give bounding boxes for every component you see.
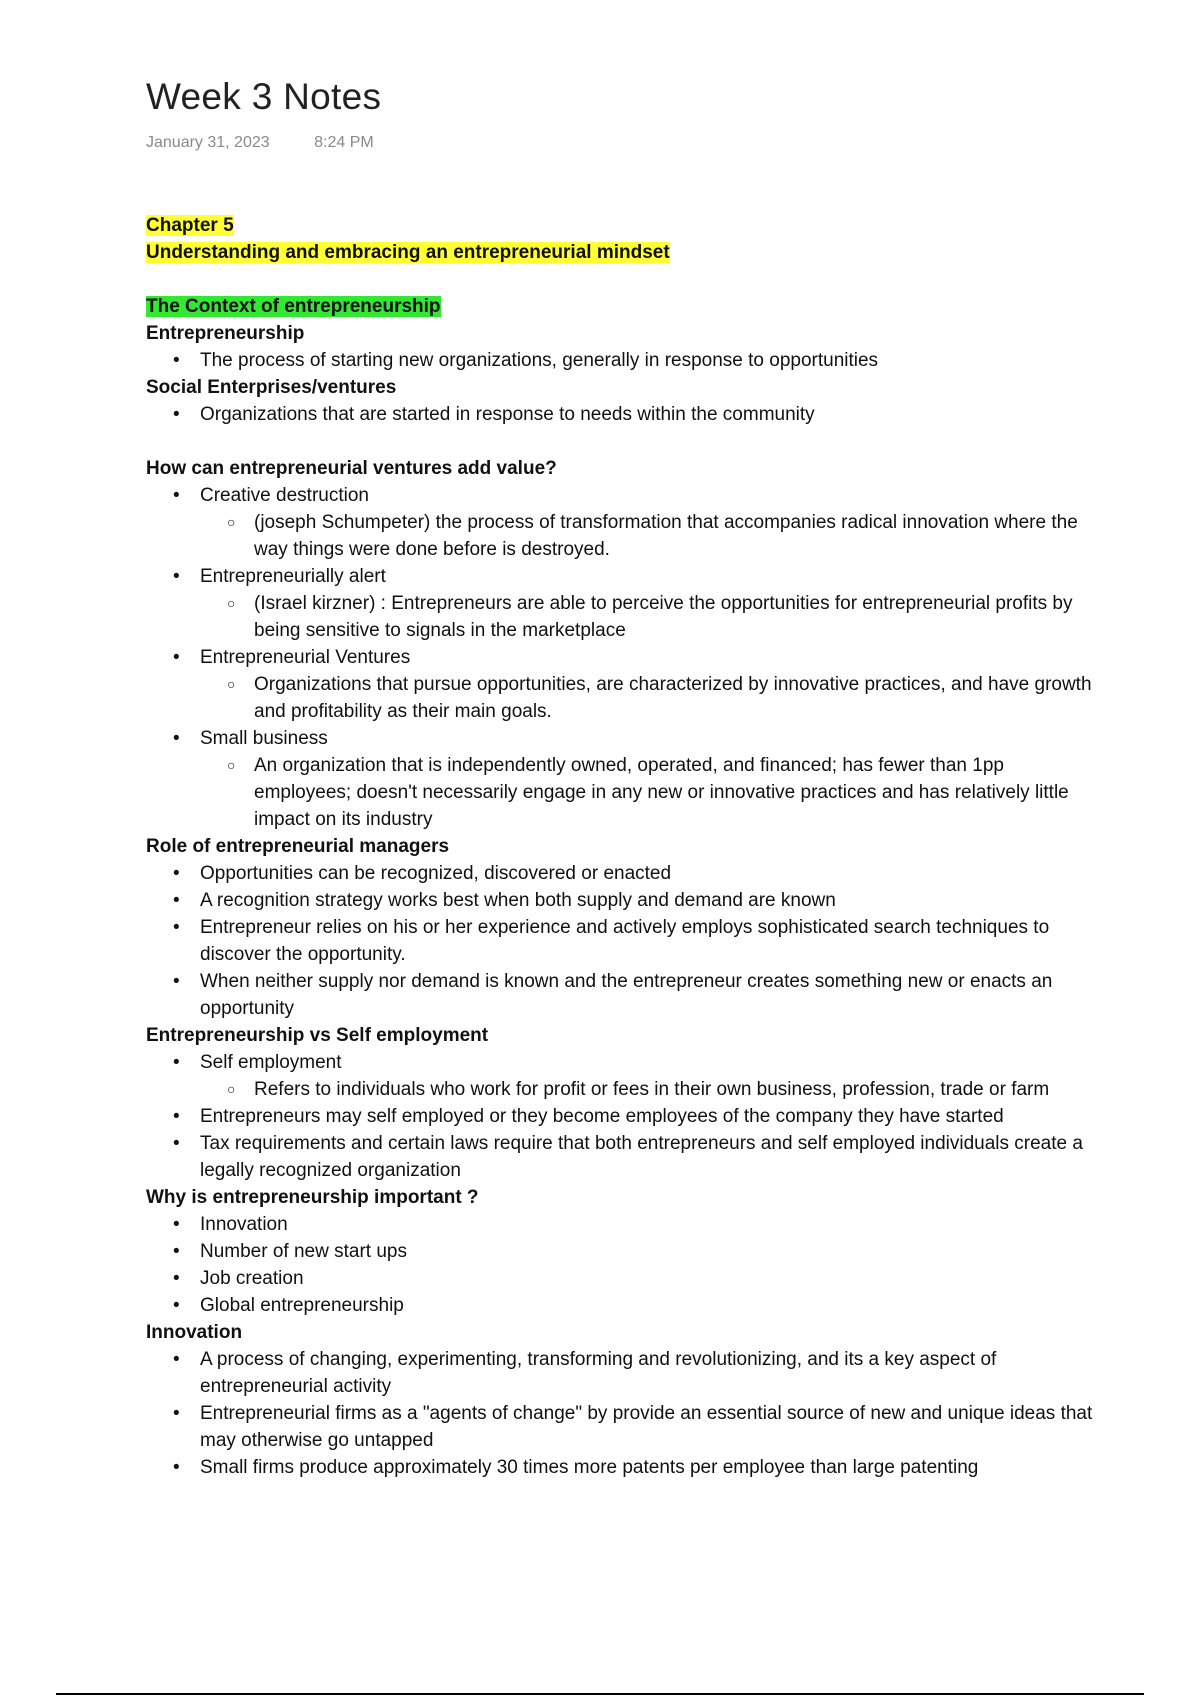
bullet-icon: • <box>173 971 180 992</box>
bullet-icon: • <box>173 1214 180 1235</box>
chapter-label: Chapter 5 <box>146 215 234 236</box>
circle-bullet-icon: ○ <box>227 757 236 773</box>
sub-bullet-list <box>200 1076 1096 1103</box>
sub-list-item: ○ Refers to individuals who work for profit or fees in their own business, profession, trade or farm <box>200 1076 1096 1103</box>
block-heading-social-enterprises: Social Enterprises/ventures <box>146 377 397 398</box>
note-page <box>146 72 1096 1481</box>
bullet-list <box>146 482 1096 833</box>
bullet-icon: • <box>173 1106 180 1127</box>
sub-list-item: ○ Organizations that pursue opportunities, are characterized by innovative practices, and have growth and profitability as their main goals. <box>200 671 1096 725</box>
bullet-icon: • <box>173 1349 180 1370</box>
sub-list-item: ○ (joseph Schumpeter) the process of transformation that accompanies radical innovation where the way things were done before is destroyed. <box>200 509 1096 563</box>
sub-bullet-list <box>200 752 1096 833</box>
block-heading-add-value: How can entrepreneurial ventures add value? <box>146 458 557 479</box>
circle-bullet-icon: ○ <box>227 1081 236 1097</box>
list-item: • Creative destruction ○ (joseph Schumpeter) the process of transformation that accompanies radical innovation where the way things were done before is destroyed. <box>146 482 1096 563</box>
list-item: • The process of starting new organizations, generally in response to opportunities <box>146 347 1096 374</box>
list-item: • Tax requirements and certain laws require that both entrepreneurs and self employed individuals create a legally recognized organization <box>146 1130 1096 1184</box>
list-item: • Entrepreneurial firms as a "agents of change" by provide an essential source of new and unique ideas that may otherwise go untapped <box>146 1400 1096 1454</box>
list-item: • Small firms produce approximately 30 times more patents per employee than large patenting <box>146 1454 1096 1481</box>
bullet-icon: • <box>173 863 180 884</box>
list-item: • Organizations that are started in response to needs within the community <box>146 401 1096 428</box>
list-item: • Number of new start ups <box>146 1238 1096 1265</box>
bullet-icon: • <box>173 890 180 911</box>
block-heading-innovation: Innovation <box>146 1322 243 1343</box>
bullet-icon: • <box>173 1268 180 1289</box>
block-heading-why-important: Why is entrepreneurship important ? <box>146 1187 479 1208</box>
bullet-list <box>146 401 1096 428</box>
sub-bullet-list <box>200 671 1096 725</box>
bullet-list <box>146 1346 1096 1481</box>
bullet-icon: • <box>173 647 180 668</box>
circle-bullet-icon: ○ <box>227 676 236 692</box>
bullet-icon: • <box>173 350 180 371</box>
list-item: • Job creation <box>146 1265 1096 1292</box>
bullet-icon: • <box>173 1052 180 1073</box>
bullet-icon: • <box>173 728 180 749</box>
block-heading-role-managers: Role of entrepreneurial managers <box>146 836 450 857</box>
list-item: • Self employment ○ Refers to individuals who work for profit or fees in their own business, profession, trade or farm <box>146 1049 1096 1103</box>
bullet-list <box>146 1211 1096 1319</box>
bullet-icon: • <box>173 1403 180 1424</box>
list-item: • Entrepreneur relies on his or her experience and actively employs sophisticated search techniques to discover the opportunity. <box>146 914 1096 968</box>
list-item: • A recognition strategy works best when both supply and demand are known <box>146 887 1096 914</box>
bullet-icon: • <box>173 917 180 938</box>
bullet-icon: • <box>173 1241 180 1262</box>
bullet-icon: • <box>173 1457 180 1478</box>
bullet-icon: • <box>173 1295 180 1316</box>
sub-list-item: ○ An organization that is independently owned, operated, and financed; has fewer than 1pp employees; doesn't necessarily engage in any new or innovative practices and has relatively little impact on its industry <box>200 752 1096 833</box>
bullet-list <box>146 347 1096 374</box>
note-meta <box>146 134 1096 156</box>
list-item: • When neither supply nor demand is known and the entrepreneur creates something new or enacts an opportunity <box>146 968 1096 1022</box>
sub-bullet-list <box>200 509 1096 563</box>
circle-bullet-icon: ○ <box>227 595 236 611</box>
chapter-title: Understanding and embracing an entrepreneurial mindset <box>146 242 670 263</box>
bullet-list <box>146 860 1096 1022</box>
sub-bullet-list <box>200 590 1096 644</box>
bullet-icon: • <box>173 485 180 506</box>
list-item: • Opportunities can be recognized, discovered or enacted <box>146 860 1096 887</box>
circle-bullet-icon: ○ <box>227 514 236 530</box>
list-item: • Innovation <box>146 1211 1096 1238</box>
bullet-icon: • <box>173 566 180 587</box>
block-heading-entrepreneurship: Entrepreneurship <box>146 323 305 344</box>
bullet-icon: • <box>173 404 180 425</box>
note-time: 8:24 PM <box>314 134 374 151</box>
list-item: • Entrepreneurially alert ○ (Israel kirzner) : Entrepreneurs are able to perceive the opportunities for entrepreneurial profits by being sensitive to signals in the marketplace <box>146 563 1096 644</box>
note-content <box>146 212 1096 1481</box>
list-item: • Entrepreneurs may self employed or they become employees of the company they have started <box>146 1103 1096 1130</box>
list-item: • Entrepreneurial Ventures ○ Organizations that pursue opportunities, are characterized by innovative practices, and have growth and profitability as their main goals. <box>146 644 1096 725</box>
page-title: Week 3 Notes <box>146 76 382 117</box>
block-heading-self-employment: Entrepreneurship vs Self employment <box>146 1025 489 1046</box>
list-item: • Small business ○ An organization that is independently owned, operated, and financed; has fewer than 1pp employees; doesn't necessarily engage in any new or innovative practices and has relatively little impact on its industry <box>146 725 1096 833</box>
section-heading: The Context of entrepreneurship <box>146 296 441 317</box>
sub-list-item: ○ (Israel kirzner) : Entrepreneurs are able to perceive the opportunities for entrepreneurial profits by being sensitive to signals in the marketplace <box>200 590 1096 644</box>
list-item: • Global entrepreneurship <box>146 1292 1096 1319</box>
note-date: January 31, 2023 <box>146 134 270 151</box>
bullet-icon: • <box>173 1133 180 1154</box>
footer-divider <box>56 1693 1144 1695</box>
list-item: • A process of changing, experimenting, transforming and revolutionizing, and its a key aspect of entrepreneurial activity <box>146 1346 1096 1400</box>
bullet-list <box>146 1049 1096 1184</box>
